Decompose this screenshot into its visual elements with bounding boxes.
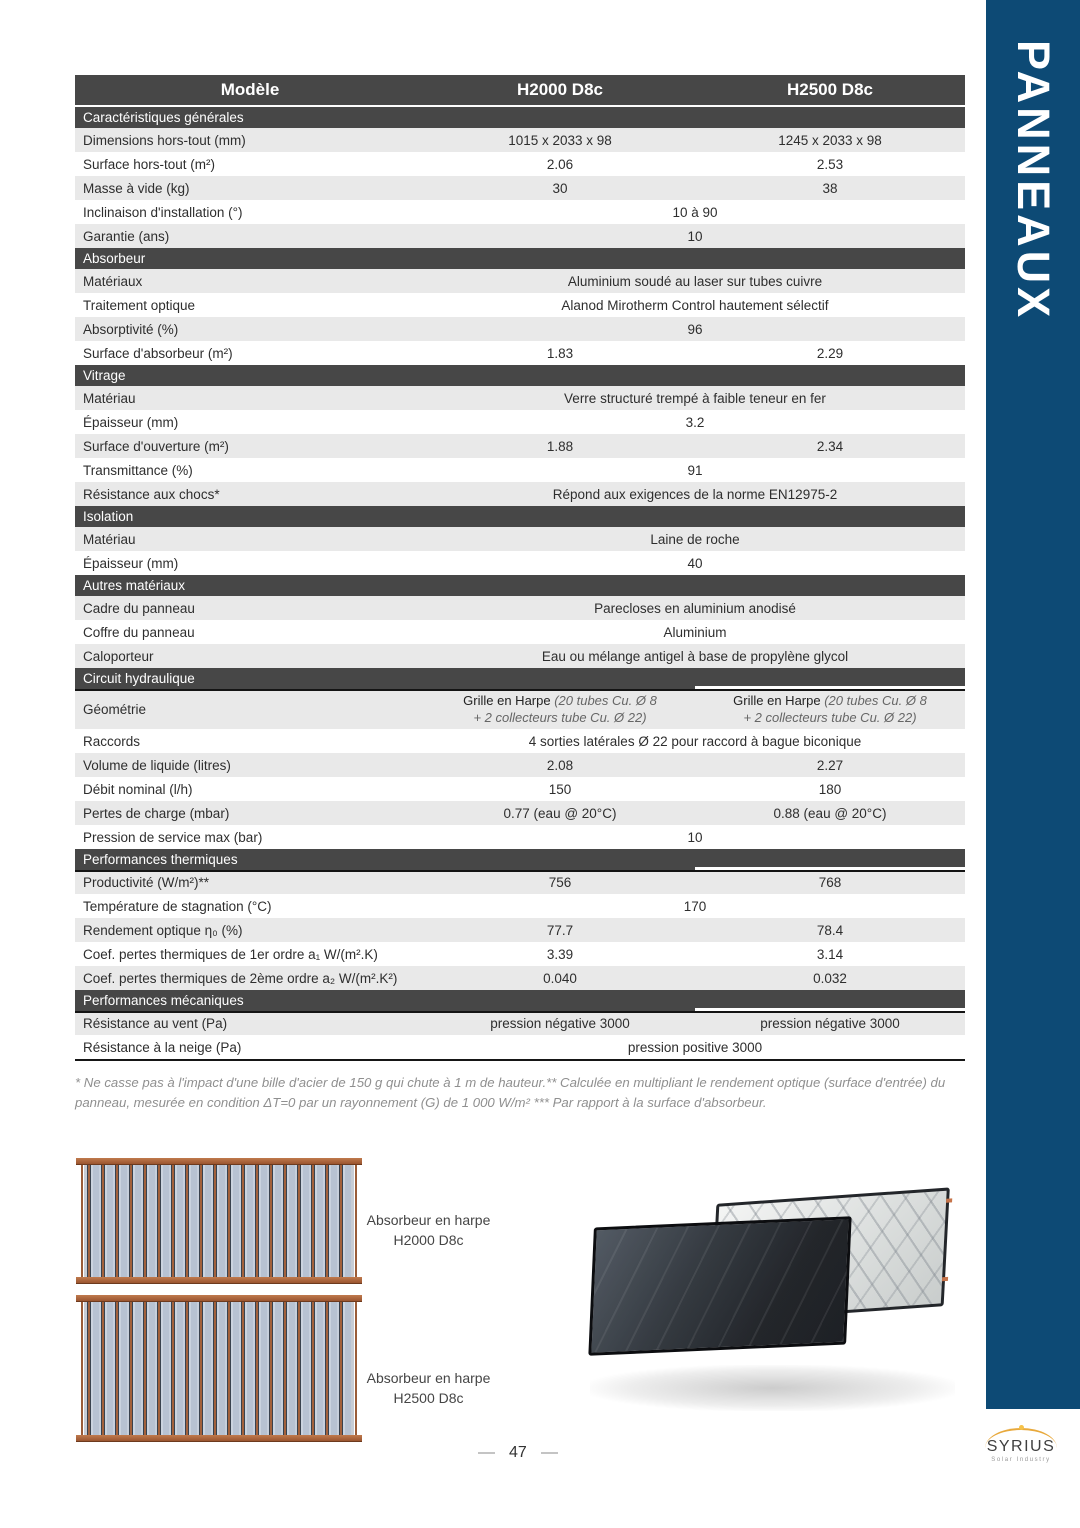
geometry-detail: (20 tubes Cu. Ø 8 [554,693,657,708]
table-row [75,200,965,224]
section-header [75,506,965,527]
table-row [75,224,965,248]
section-header [75,248,965,269]
harp-side-tube [81,1163,83,1279]
row-value-span: Répond aux exigences de la norme EN12975-2 [552,486,838,502]
header-col-h2500: H2500 D8c [786,80,873,99]
row-value-span: 91 [687,462,703,478]
section-header [75,365,965,386]
harp-collector-tube-bottom [76,1435,362,1442]
row-label: Matériaux [83,273,143,289]
page-number-dash [478,1452,495,1454]
row-label: Absorptivité (%) [83,321,179,337]
row-value: 2.08 [546,757,574,773]
harp-fins [87,1163,351,1279]
section-title: Autres matériaux [83,578,186,593]
row-value: 2.27 [816,757,844,773]
harp-absorber-figure-h2500 [76,1292,362,1445]
row-value: pression négative 3000 [490,1015,630,1031]
table-row [75,458,965,482]
geometry-main: Grille en Harpe [463,693,555,708]
row-label: Géométrie [83,701,147,717]
page-number-value: 47 [509,1444,527,1461]
row-value-geometry [695,692,965,726]
section-header [75,849,965,870]
row-label: Pertes de charge (mbar) [83,805,230,821]
table-row [75,293,965,317]
section-header [75,668,965,689]
row-label: Caloporteur [83,648,154,664]
row-label: Coef. pertes thermiques de 2ème ordre a₂ W/(m².K²) [83,970,398,986]
row-value: 1245 x 2033 x 98 [778,132,882,148]
row-value-span: 10 à 90 [672,204,718,220]
table-row [75,777,965,801]
table-row [75,386,965,410]
harp-label-h2000 [341,1210,516,1251]
row-value-span: 40 [687,555,703,571]
row-value-geometry [425,692,695,726]
row-value-span: Parecloses en aluminium anodisé [594,600,796,616]
section-title: Isolation [83,509,134,524]
row-label: Surface d'absorbeur (m²) [83,345,233,361]
section-title: Circuit hydraulique [83,671,195,686]
harp-absorber-figure-h2000 [76,1155,362,1287]
table-row [75,482,965,506]
row-label: Rendement optique η₀ (%) [83,922,243,938]
table-row [75,551,965,575]
row-value: 2.06 [546,156,574,172]
table-row [75,753,965,777]
copper-stub [946,1198,952,1202]
section-title: Performances mécaniques [83,993,244,1008]
row-value: 3.39 [546,946,574,962]
row-value: 0.040 [543,970,577,986]
harp-label-h2500 [341,1368,516,1409]
row-value: 1.88 [546,438,574,454]
row-value-span: Verre structuré trempé à faible teneur en fer [564,390,826,406]
table-row [75,1035,965,1059]
row-label: Transmittance (%) [83,462,193,478]
section-header [75,107,965,128]
copper-stub [942,1277,948,1281]
row-value-span: Aluminium soudé au laser sur tubes cuivre [567,273,823,289]
row-value-span: Laine de roche [650,531,740,547]
row-value: 3.14 [816,946,844,962]
row-value: 180 [818,781,842,797]
photo-shadow [590,1365,955,1411]
row-value: 2.53 [816,156,844,172]
table-row [75,894,965,918]
page-number [478,1444,558,1462]
row-label: Résistance au vent (Pa) [83,1015,228,1031]
row-label: Volume de liquide (litres) [83,757,231,773]
row-label: Résistance aux chocs* [83,486,220,502]
table-row [75,644,965,668]
row-label: Matériau [83,531,136,547]
row-value-span: 3.2 [685,414,705,430]
row-label: Cadre du panneau [83,600,195,616]
row-value-span: 4 sorties latérales Ø 22 pour raccord à bague biconique [528,733,862,749]
row-label: Surface d'ouverture (m²) [83,438,229,454]
harp-label-line: Absorbeur en harpe [366,1212,491,1228]
row-label: Masse à vide (kg) [83,180,190,196]
row-value: 2.29 [816,345,844,361]
row-value: 150 [548,781,572,797]
harp-label-line: H2500 D8c [393,1390,464,1407]
harp-collector-tube-top [76,1158,362,1165]
table-row [75,966,965,990]
table-row [75,689,965,729]
row-value: 0.032 [813,970,847,986]
row-value: 756 [548,874,572,890]
row-value: 38 [822,180,838,196]
row-value-span: 10 [687,228,703,244]
harp-label-line: H2000 D8c [393,1232,464,1249]
harp-collector-tube-top [76,1295,362,1302]
table-row [75,152,965,176]
syrius-logo [978,1424,1064,1463]
section-title: Caractéristiques générales [83,110,244,125]
section-title: Absorbeur [83,251,146,266]
row-value-span: Alanod Mirotherm Control hautement sélectif [561,297,829,313]
table-row [75,176,965,200]
harp-fins [87,1300,351,1437]
table-row [75,825,965,849]
table-row [75,341,965,365]
table-row [75,942,965,966]
table-row [75,527,965,551]
table-header-row [75,75,965,105]
section-title: Performances thermiques [83,852,238,867]
row-label: Température de stagnation (°C) [83,898,272,914]
row-value-span: 10 [687,829,703,845]
row-label: Raccords [83,733,141,749]
side-banner [986,0,1080,1409]
row-label: Surface hors-tout (m²) [83,156,216,172]
row-label: Épaisseur (mm) [83,414,179,430]
header-col-h2000: H2000 D8c [516,80,603,99]
row-value-span: 170 [683,898,707,914]
table-footnote: * Ne casse pas à l'impact d'une bille d'acier de 150 g qui chute à 1 m de hauteur.** Calculée en multipliant le rendement optique (surface d'entrée) du panneau, mesurée en condition ΔT=0 par un rayonnement (G) de 1 000 W/m² *** Par rapport à la surface d'absorbeur. [75,1075,946,1111]
row-label: Coffre du panneau [83,624,195,640]
row-value: 768 [818,874,842,890]
table-row [75,269,965,293]
page-number-dash [541,1452,558,1454]
row-label: Épaisseur (mm) [83,555,179,571]
row-label: Débit nominal (l/h) [83,781,193,797]
row-label: Traitement optique [83,297,196,313]
table-row [75,801,965,825]
table-row [75,870,965,894]
section-header [75,575,965,596]
table-row [75,918,965,942]
row-value-span: 96 [687,321,703,337]
table-row [75,620,965,644]
header-model-label: Modèle [220,80,280,99]
geometry-detail: + 2 collecteurs tube Cu. Ø 22) [743,710,917,725]
row-value: 1015 x 2033 x 98 [508,132,612,148]
geometry-detail: (20 tubes Cu. Ø 8 [824,693,927,708]
panel-front-view [588,1216,851,1356]
row-label: Coef. pertes thermiques de 1er ordre a₁ W/(m².K) [83,946,378,962]
section-header [75,990,965,1011]
logo-arc-icon [985,1424,1057,1438]
panels-photo [575,1180,980,1425]
row-value: 2.34 [816,438,844,454]
row-label: Dimensions hors-tout (mm) [83,132,246,148]
table-row [75,596,965,620]
harp-label-line: Absorbeur en harpe [366,1370,491,1386]
row-label: Productivité (W/m²)** [83,874,210,890]
row-value-span: Aluminium [663,624,727,640]
row-label: Matériau [83,390,136,406]
section-title: Vitrage [83,368,126,383]
harp-side-tube [81,1300,83,1437]
row-value-span: pression positive 3000 [627,1039,763,1055]
table-row [75,1011,965,1035]
geometry-main: Grille en Harpe [733,693,825,708]
table-row [75,317,965,341]
row-label: Inclinaison d'installation (°) [83,204,243,220]
table-row [75,410,965,434]
brand-name: SYRIUS [986,1438,1056,1455]
geometry-detail: + 2 collecteurs tube Cu. Ø 22) [473,710,647,725]
spec-table [75,75,965,1061]
row-value: 77.7 [546,922,574,938]
row-label: Garantie (ans) [83,228,170,244]
row-value: 78.4 [816,922,844,938]
sidebar-panneaux-label: PANNEAUX [1008,40,1059,322]
row-value-span: Eau ou mélange antigel à base de propylène glycol [541,648,849,664]
row-value: 1.83 [546,345,574,361]
brand-subtitle: Solar Industry [991,1457,1051,1463]
table-row [75,128,965,152]
table-row [75,434,965,458]
row-value: 0.88 (eau @ 20°C) [773,805,887,821]
row-label: Résistance à la neige (Pa) [83,1039,242,1055]
logo-sun-icon [1019,1425,1024,1430]
row-value: pression négative 3000 [760,1015,900,1031]
row-value: 30 [552,180,568,196]
spec-table-rows [75,107,965,1059]
table-row [75,729,965,753]
row-label: Pression de service max (bar) [83,829,263,845]
harp-collector-tube-bottom [76,1277,362,1284]
row-value: 0.77 (eau @ 20°C) [503,805,617,821]
